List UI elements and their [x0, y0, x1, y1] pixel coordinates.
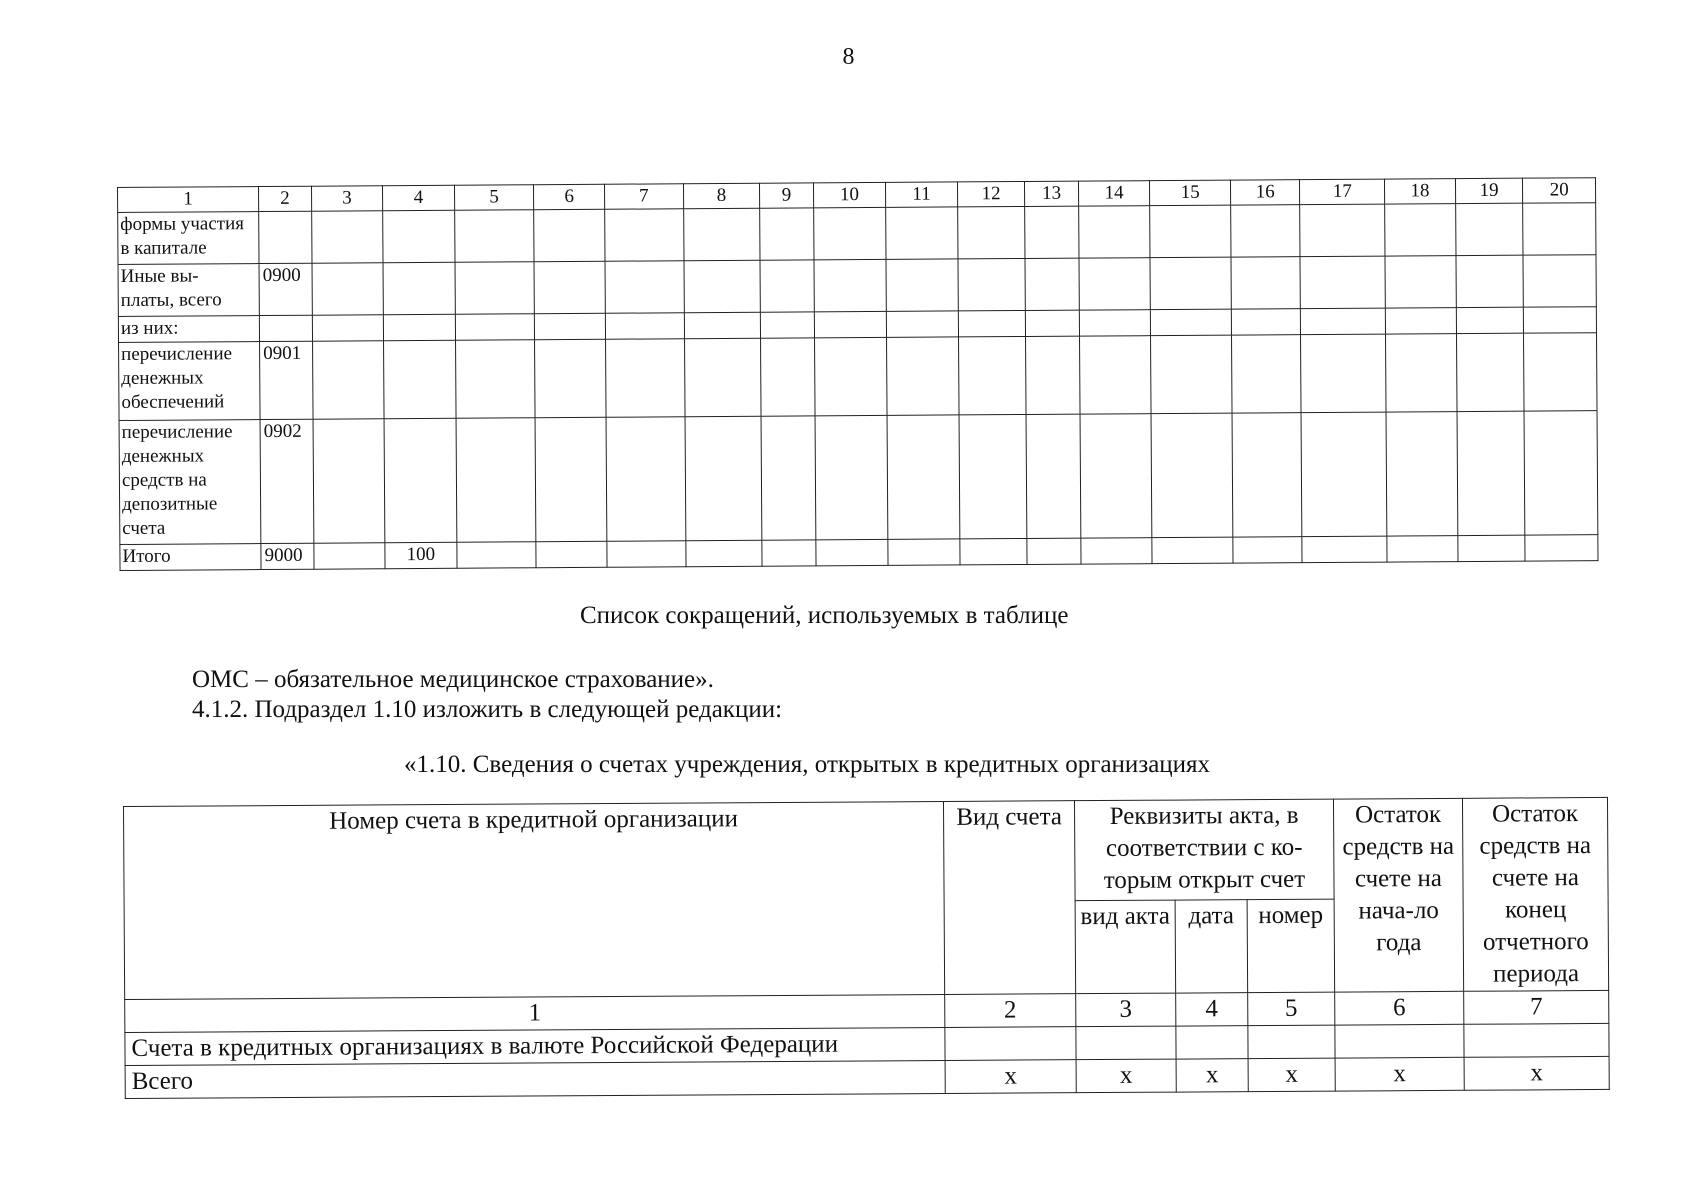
column-number: 4: [1176, 993, 1248, 1026]
payments-table: [117, 177, 1599, 571]
column-number: 6: [1335, 991, 1464, 1025]
column-number: 13: [1025, 181, 1079, 206]
table-row: [119, 411, 1598, 545]
row-code: 0901: [260, 341, 313, 419]
column-number: 7: [1464, 990, 1609, 1024]
column-number: 9: [760, 183, 814, 208]
column-number: 5: [454, 185, 534, 211]
column-number: 7: [604, 184, 683, 210]
row-code: [259, 315, 312, 341]
row-code: 0902: [260, 419, 313, 543]
x-mark: x: [1176, 1059, 1248, 1092]
column-number: 5: [1248, 992, 1335, 1026]
column-number: 3: [311, 186, 383, 211]
column-number: 6: [534, 184, 605, 209]
abbreviations-title: Список сокращений, используемых в таблице: [580, 602, 1069, 629]
header-row: [124, 797, 1609, 906]
section-title: «1.10. Сведения о счетах учреждения, открытых в кредитных организациях: [404, 751, 1211, 778]
header-balance-end: Остаток средств на счете на конец отчетного периода: [1462, 797, 1608, 991]
row-label: из них:: [118, 316, 259, 343]
row-label: перечисление денежных средств на депозитные счета: [119, 420, 261, 545]
column-number: 8: [683, 183, 760, 209]
row-code: 0900: [259, 263, 312, 315]
column-number: 3: [1076, 993, 1176, 1027]
header-act-date: дата: [1175, 900, 1248, 993]
column-number: 2: [259, 186, 312, 211]
header-account-number: Номер счета в кредитной организации: [124, 801, 945, 999]
row-code: 9000: [261, 543, 314, 569]
header-act-type: вид акта: [1075, 900, 1176, 994]
row-label: формы участия в капитале: [118, 212, 259, 265]
column-number: 20: [1523, 178, 1596, 203]
x-mark: x: [945, 1060, 1076, 1094]
column-number: 17: [1300, 179, 1385, 205]
column-number: 4: [383, 185, 455, 210]
row-label: Иные вы- платы, всего: [118, 264, 259, 317]
row-label: перечисление денежных обеспечений: [119, 342, 261, 421]
header-act-number: номер: [1247, 899, 1335, 993]
column-number: 18: [1385, 179, 1456, 204]
column-number: 14: [1078, 181, 1150, 206]
x-mark: x: [1335, 1057, 1464, 1091]
column-number: 16: [1230, 180, 1300, 205]
row-code: [259, 211, 312, 263]
column-number: 12: [957, 181, 1025, 206]
column-number: 1: [125, 994, 945, 1032]
row-label: Итого: [120, 544, 261, 571]
row-label: Счета в кредитных организациях в валюте Российской Федерации: [125, 1027, 945, 1065]
column-number: 15: [1150, 180, 1231, 206]
x-mark: x: [1464, 1056, 1609, 1090]
header-balance-begin: Остаток средств на счете на нача-ло года: [1333, 798, 1463, 992]
column-number: 11: [886, 182, 958, 207]
page-number: 8: [842, 44, 855, 70]
column-number: 2: [945, 994, 1076, 1028]
header-act-details: Реквизиты акта, в соответствии с ко-торым открыт счет: [1074, 799, 1334, 901]
header-account-type: Вид счета: [943, 801, 1075, 995]
row-label: Всего: [125, 1060, 945, 1098]
column-number: 1: [118, 187, 259, 213]
column-number: 19: [1455, 178, 1523, 203]
row-value: 100: [385, 542, 457, 568]
abbreviation-oms: ОМС – обязательное медицинское страхование».: [192, 666, 714, 693]
accounts-table: [123, 797, 1610, 1099]
amendment-line: 4.1.2. Подраздел 1.10 изложить в следующей редакции:: [192, 696, 783, 723]
column-number: 10: [813, 182, 886, 207]
x-mark: x: [1076, 1059, 1176, 1093]
table-row: [119, 333, 1597, 421]
x-mark: x: [1248, 1058, 1335, 1092]
